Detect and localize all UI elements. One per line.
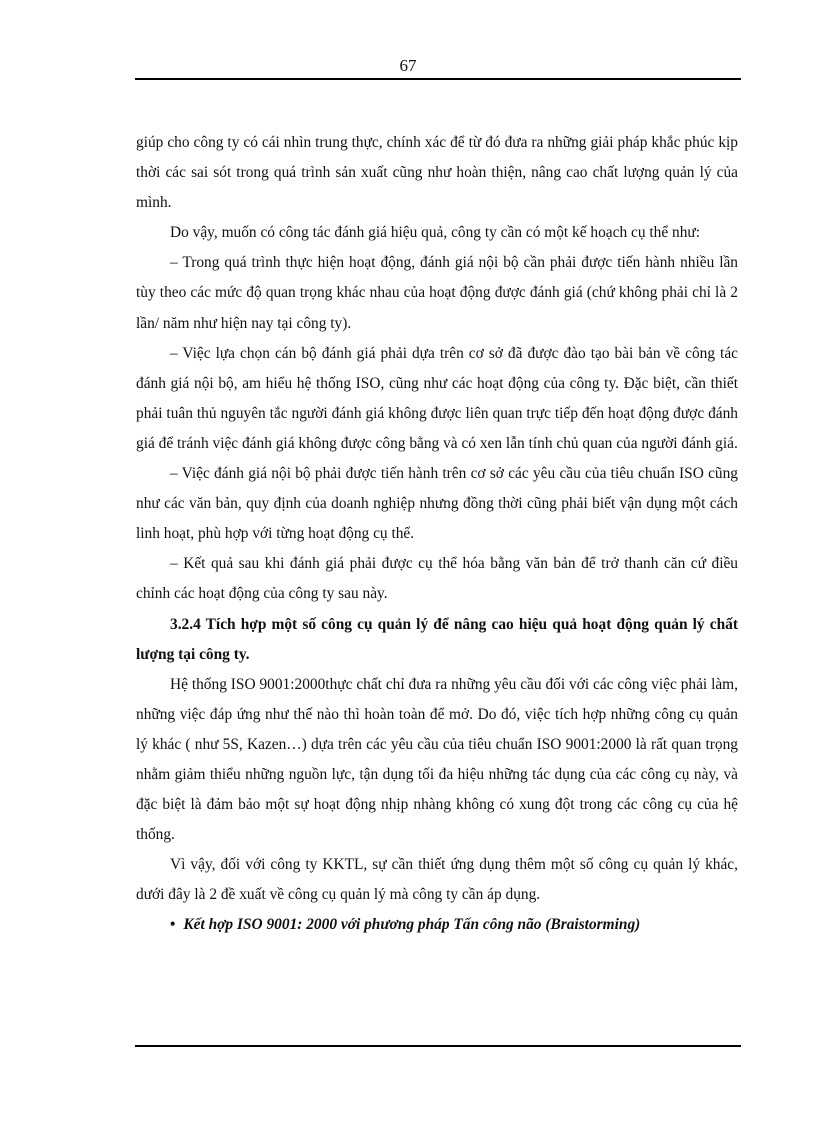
paragraph-dash-1: – Trong quá trình thực hiện hoạt động, đánh giá nội bộ cần phải được tiến hành nhiều lần tùy theo các mức độ quan trọng khác nhau của hoạt động được đánh giá (chứ không phải chỉ là 2 lần/ năm như hiện nay tại công ty). bbox=[136, 254, 738, 332]
document-body bbox=[136, 128, 738, 941]
bullet-text: Kết hợp ISO 9001: 2000 với phương pháp Tấn công não (Braistorming) bbox=[183, 916, 641, 934]
paragraph-dash-4: – Kết quả sau khi đánh giá phải được cụ thể hóa bằng văn bản để trở thanh căn cứ điều chỉnh các hoạt động của công ty sau này. bbox=[136, 555, 738, 603]
paragraph-iso-integration: Hệ thống ISO 9001:2000thực chất chỉ đưa ra những yêu cầu đối với các công việc phải làm, những việc đáp ứng như thế nào thì hoàn toàn để mở. Do đó, việc tích hợp những công cụ quản lý khác ( như 5S, Kazen…) dựa trên các yêu cầu của tiêu chuẩn ISO 9001:2000 là rất quan trọng nhằm giảm thiểu những nguồn lực, tận dụng tối đa hiệu những tác dụng của các công cụ này, và đặc biệt là đảm bảo một sự hoạt động nhịp nhàng không có xung đột trong các công cụ của hệ thống. bbox=[136, 675, 738, 844]
paragraph-continuation: giúp cho công ty có cái nhìn trung thực, chính xác để từ đó đưa ra những giải pháp khắc phúc kịp thời các sai sót trong quá trình sản xuất cũng như hoàn thiện, nâng cao chất lượng quản lý của mình. bbox=[136, 134, 738, 212]
paragraph-dash-2: – Việc lựa chọn cán bộ đánh giá phải dựa trên cơ sở đã được đào tạo bài bản về công tác đánh giá nội bộ, am hiểu hệ thống ISO, cũng như các hoạt động của công ty. Đặc biệt, cần thiết phải tuân thủ nguyên tắc người đánh giá không được liên quan trực tiếp đến hoạt động được đánh giá để tránh việc đánh giá không được công bằng và có xen lẫn tính chủ quan của người đánh giá. bbox=[136, 344, 738, 452]
bullet-item bbox=[136, 910, 738, 940]
footer-rule bbox=[135, 1045, 741, 1047]
paragraph-kktl: Vì vậy, đối với công ty KKTL, sự cần thiết ứng dụng thêm một số công cụ quản lý khác, dưới đây là 2 đề xuất về công cụ quản lý mà công ty cần áp dụng. bbox=[136, 856, 738, 904]
paragraph-plan-intro: Do vậy, muốn có công tác đánh giá hiệu quả, công ty cần có một kế hoạch cụ thể như: bbox=[170, 224, 701, 242]
paragraph-dash-3: – Việc đánh giá nội bộ phải được tiến hành trên cơ sở các yêu cầu của tiêu chuẩn ISO cũng như các văn bản, quy định của doanh nghiệp nhưng đồng thời cũng phải biết vận dụng một cách linh hoạt, phù hợp với từng hoạt động cụ thể. bbox=[136, 465, 738, 543]
bullet-dot-icon: • bbox=[170, 916, 176, 934]
section-heading: 3.2.4 Tích hợp một số công cụ quản lý để nâng cao hiệu quả hoạt động quản lý chất lượng tại công ty. bbox=[136, 615, 738, 663]
page-number: 67 bbox=[399, 56, 417, 75]
header-rule bbox=[135, 78, 741, 80]
